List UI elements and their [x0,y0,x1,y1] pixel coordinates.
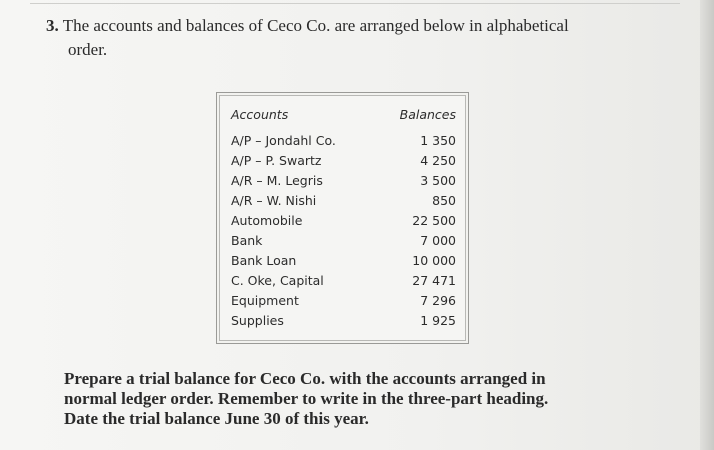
account-name: Bank [231,233,263,248]
table-row [231,211,456,231]
account-balance: 4 250 [420,153,456,168]
account-name: A/R – W. Nishi [231,193,317,208]
table-row [231,151,456,171]
instructions-line-1: Prepare a trial balance for Ceco Co. with the accounts arranged in [64,369,546,388]
account-balance: 3 500 [420,173,456,188]
page-edge-shadow [700,0,714,450]
account-balance: 10 000 [412,253,456,268]
question-line-2: order. [68,40,108,59]
account-name: Equipment [231,293,299,308]
top-rule [30,3,680,4]
table-row [231,171,456,191]
question-number: 3. [46,16,59,35]
question-text [46,14,676,62]
table-row [231,311,456,331]
account-balance: 7 296 [420,293,456,308]
account-name: Supplies [231,313,284,328]
account-name: A/R – M. Legris [231,173,323,188]
accounts-table [216,92,469,344]
table-row [231,251,456,271]
account-name: Bank Loan [231,253,297,268]
account-name: A/P – P. Swartz [231,153,322,168]
table-row [231,131,456,151]
balances-header: Balances [399,107,456,122]
account-balance: 1 925 [420,313,456,328]
account-name: A/P – Jondahl Co. [231,133,336,148]
account-balance: 850 [432,193,456,208]
account-name: C. Oke, Capital [231,273,324,288]
table-row [231,271,456,291]
account-name: Automobile [231,213,303,228]
table-row [231,231,456,251]
account-balance: 7 000 [420,233,456,248]
instructions-line-2: normal ledger order. Remember to write in the three-part heading. [64,389,549,408]
table-rows [231,131,456,331]
table-row [231,291,456,311]
instructions-text [64,369,684,429]
account-balance: 22 500 [412,213,456,228]
instructions-line-3: Date the trial balance June 30 of this year. [64,409,369,428]
table-row [231,191,456,211]
account-balance: 1 350 [420,133,456,148]
account-balance: 27 471 [412,273,456,288]
accounts-header: Accounts [231,107,289,122]
question-line-1: The accounts and balances of Ceco Co. are arranged below in alphabetical [62,16,569,35]
